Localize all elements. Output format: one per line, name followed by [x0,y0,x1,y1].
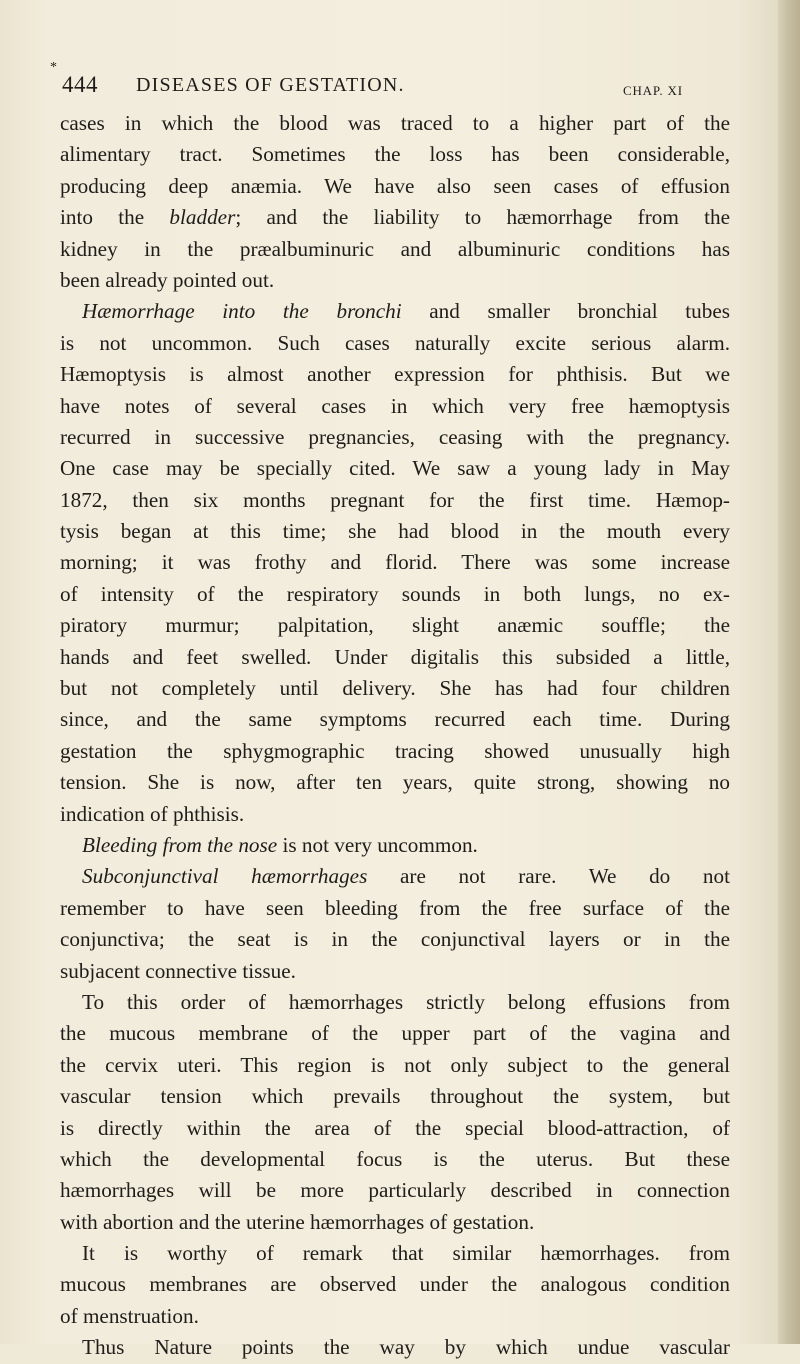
text-line [60,391,730,422]
text-run: remember to have seen bleeding from the free surface of the [60,895,730,920]
text-line [60,1332,730,1363]
text-line [60,202,730,233]
text-line [60,422,730,453]
text-run: vascular tension which prevails throughout the system, but [60,1084,730,1109]
text-run: cases in which the blood was traced to a higher part of the [60,111,730,135]
running-title: DISEASES OF GESTATION. [136,74,405,96]
text-line [60,893,730,924]
text-line [60,579,730,610]
text-run: alimentary tract. Sometimes the loss has been considerable, [60,142,730,167]
text-run: 1872, then six months pregnant for the first time. Hæmop- [60,487,730,512]
text-run: gestation the sphygmographic tracing showed unusually high [60,738,730,763]
text-line [60,830,730,861]
text-line [60,234,730,265]
text-line [60,642,730,673]
text-line [60,1018,730,1049]
text-run: producing deep anæmia. We have also seen cases of effusion [60,173,730,198]
text-run: indication of phthisis. [60,801,245,826]
text-run: since, and the same symptoms recurred each time. During [60,707,730,732]
text-run: subjacent connective tissue. [60,958,296,983]
text-run: into the [60,205,170,230]
italic-run: bladder [169,205,236,230]
text-line [60,171,730,202]
italic-run: Hæmorrhage into the bronchi [82,299,402,324]
text-line [60,485,730,516]
text-run: It is worthy of remark that similar hæmorrhages. from [82,1241,730,1266]
text-line [60,704,730,735]
text-run: recurred in successive pregnancies, ceasing with the pregnancy. [60,424,730,449]
text-run: Thus Nature points the way by which undue vascular [82,1335,730,1360]
text-line [60,359,730,390]
text-line [60,547,730,578]
text-line [60,1050,730,1081]
chapter-mark: CHAP. XI [623,83,683,98]
italic-run: Bleeding from the nose [82,832,278,857]
text-run: is not uncommon. Such cases naturally excite serious alarm. [60,330,730,355]
text-run: ; and the liability to hæmorrhage from the [235,205,730,230]
text-line [60,516,730,547]
body-text [60,108,730,1364]
text-line [60,265,730,296]
text-run: have notes of several cases in which very free hæmoptysis [60,393,730,418]
text-run: To this order of hæmorrhages strictly belong effusions from [82,989,730,1014]
page-number: 444 [62,72,98,97]
text-run: tysis began at this time; she had blood in the mouth every [60,519,730,544]
text-run: tension. She is now, after ten years, quite strong, showing no [60,770,730,795]
text-run: of menstruation. [60,1303,199,1328]
text-line [60,328,730,359]
text-line [60,767,730,798]
text-run: is directly within the area of the special blood-attraction, of [60,1115,730,1140]
text-line [60,1175,730,1206]
text-run: of intensity of the respiratory sounds in both lungs, no ex- [60,581,730,606]
text-line [60,956,730,987]
text-line [60,861,730,892]
page-header [50,60,746,98]
text-run: piratory murmur; palpitation, slight anæmic souffle; the [60,613,730,638]
text-run: morning; it was frothy and florid. There was some increase [60,550,730,575]
header-asterisk: * [50,60,57,75]
text-run: the cervix uteri. This region is not only subject to the general [60,1052,730,1077]
text-run: hæmorrhages will be more particularly described in connection [60,1178,730,1203]
text-line [60,453,730,484]
text-line [60,1113,730,1144]
text-line [60,1269,730,1300]
text-line [60,1144,730,1175]
text-run: kidney in the præalbuminuric and albuminuric conditions has [60,236,730,261]
text-run: the mucous membrane of the upper part of the vagina and [60,1021,730,1046]
text-run: is not very uncommon. [277,832,478,857]
text-line [60,924,730,955]
italic-run: Subconjunctival hæmorrhages [82,864,368,889]
text-run: which the developmental focus is the uterus. But these [60,1146,730,1171]
text-run: conjunctiva; the seat is in the conjunctival layers or in the [60,927,730,952]
text-line [60,673,730,704]
text-line [60,1238,730,1269]
text-line [60,1081,730,1112]
text-run: but not completely until delivery. She has had four children [60,676,730,701]
text-line [60,987,730,1018]
page-gutter-edge [778,0,800,1344]
text-run: One case may be specially cited. We saw a young lady in May [60,456,730,481]
text-line [60,610,730,641]
text-run: and smaller bronchial tubes [401,299,730,324]
text-run: been already pointed out. [60,267,275,292]
text-line [60,1207,730,1238]
text-line [60,1301,730,1332]
text-line [60,108,730,139]
text-run: with abortion and the uterine hæmorrhages of gestation. [60,1209,535,1234]
text-run: hands and feet swelled. Under digitalis this subsided a little, [60,644,730,669]
text-run: are not rare. We do not [367,864,730,889]
text-run: Hæmoptysis is almost another expression for phthisis. But we [60,362,730,387]
text-run: mucous membranes are observed under the analogous condition [60,1272,730,1297]
text-line [60,736,730,767]
text-line [60,296,730,327]
text-line [60,139,730,170]
text-line [60,799,730,830]
